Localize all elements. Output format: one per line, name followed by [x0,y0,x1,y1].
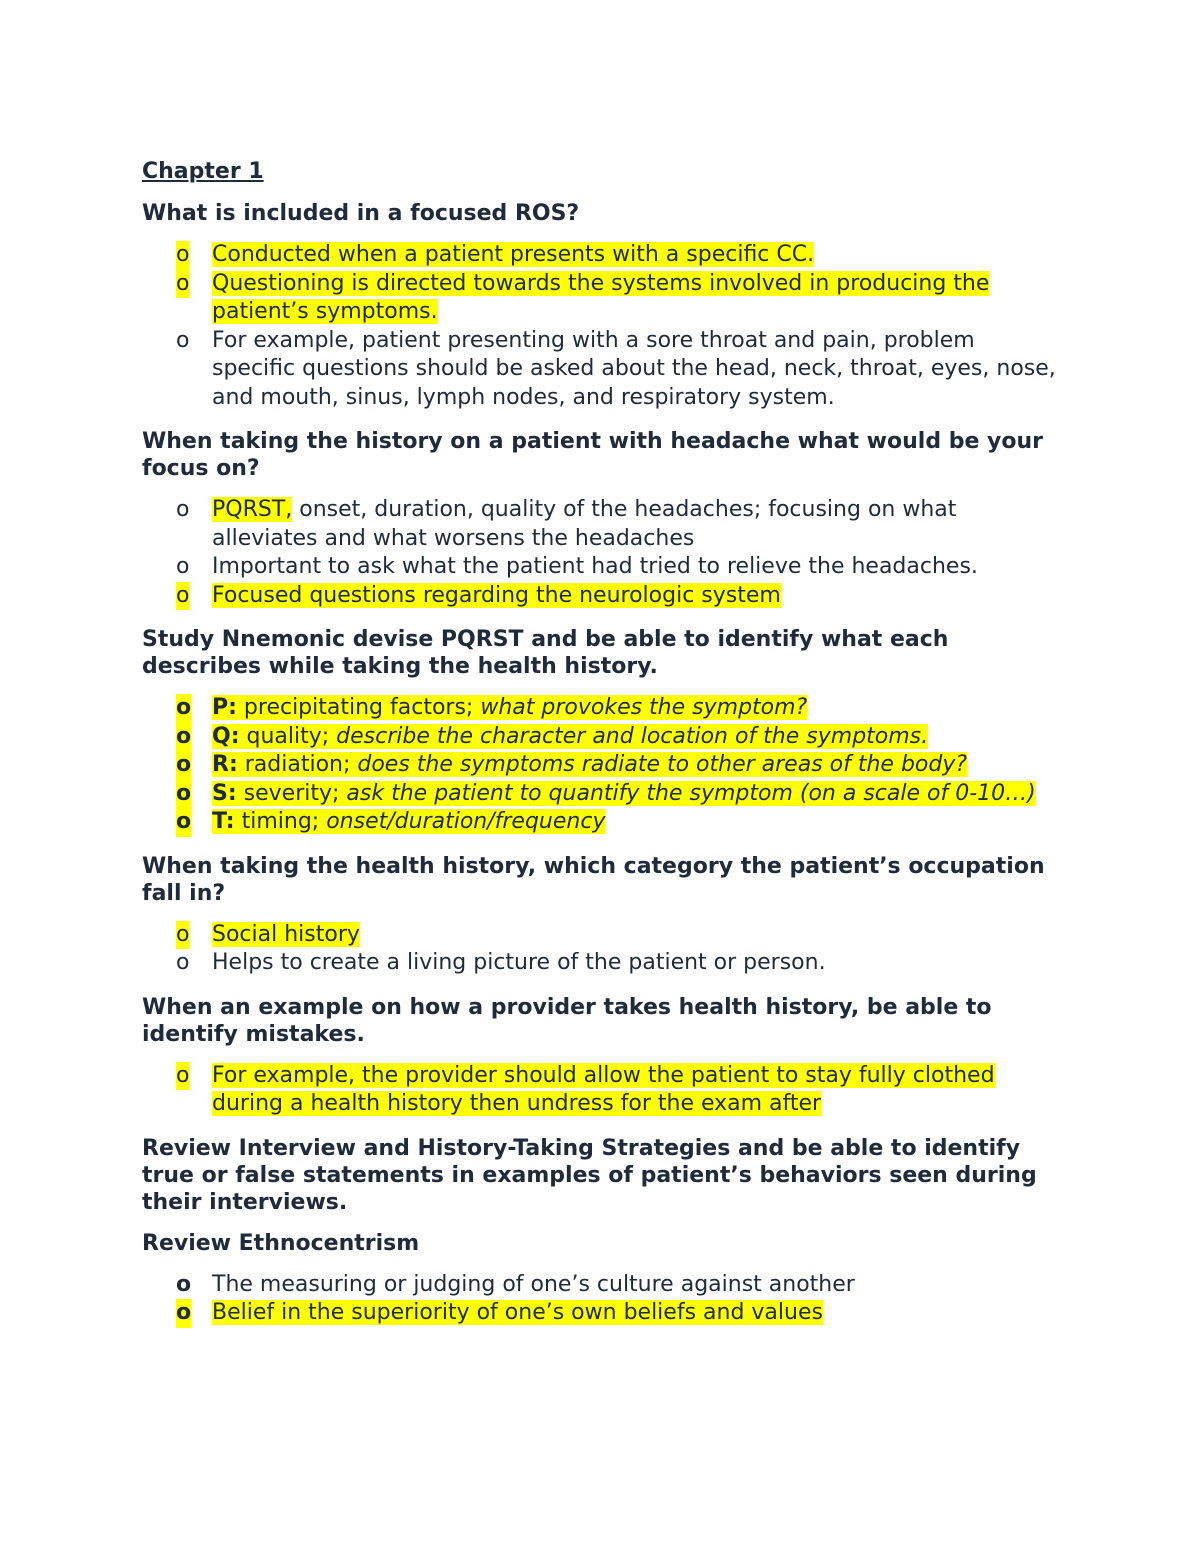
list-item: o Important to ask what the patient had tried to relieve the headaches. [142,553,1062,582]
question-pqrst-mnemonic: Study Nnemonic devise PQRST and be able to identify what each describes while taking the health history. [142,627,949,679]
bullet-icon: o [176,497,190,522]
list-item-q: o Q: quality; describe the character and location of the symptoms. [142,723,1062,752]
answer-list-ethnocentrism [142,1271,1062,1328]
chapter-title: Chapter 1 [142,159,264,184]
bullet-icon: o [176,327,190,353]
list-item: o Social history [142,921,1062,950]
bullet-icon: o [176,241,189,270]
bullet-icon: o [176,780,191,809]
list-item-t: o T: timing; onset/duration/frequency [142,808,1062,837]
list-item-s: o S: severity; ask the patient to quantify the symptom (on a scale of 0-10…) [142,780,1062,809]
list-item: o Questioning is directed towards the systems involved in producing the patient’s symptoms. [176,270,990,324]
bullet-icon: o [176,554,190,579]
list-item: o The measuring or judging of one’s culture against another [142,1271,1062,1300]
answer-list-focused-ros [142,241,1062,412]
question-headache-history: When taking the history on a patient with headache what would be your focus on? [142,429,1044,481]
bullet-icon: o [176,1271,192,1297]
answer-list-headache-history [142,496,1062,610]
list-item: o Focused questions regarding the neurologic system [142,582,1062,611]
question-interview-strategies: Review Interview and History-Taking Strategies and be able to identify true or false statements in examples of patient’s behaviors seen during their interviews. [142,1135,1037,1215]
answer-list-pqrst [142,694,1062,837]
list-item: o Belief in the superiority of one’s own beliefs and values [142,1299,1062,1328]
answer-list-occupation [142,921,1062,978]
list-item: o Helps to create a living picture of the patient or person. [142,949,1062,978]
bullet-icon: o [176,921,189,950]
document-content [142,156,1062,1344]
answer-list-provider-mistakes [142,1062,1062,1119]
bullet-icon: o [176,270,189,299]
bullet-icon: o [176,1299,191,1328]
bullet-icon: o [176,950,190,975]
question-provider-mistakes: When an example on how a provider takes health history, be able to identify mistakes. [142,994,992,1047]
bullet-icon: o [176,808,191,837]
list-item-r: o R: radiation; does the symptoms radiate to other areas of the body? [142,751,1062,780]
bullet-icon: o [176,723,191,752]
list-item: o Conducted when a patient presents with a specific CC. [142,241,1062,270]
bullet-icon: o [176,582,189,611]
question-occupation-category: When taking the health history, which category the patient’s occupation fall in? [142,853,1045,906]
question-focused-ros: What is included in a focused ROS? [142,201,580,226]
list-item: o For example, the provider should allow the patient to stay fully clothed during a health history then undress for the exam after [176,1062,995,1116]
bullet-icon: o [176,694,191,723]
list-item-p: o P: precipitating factors; what provokes the symptom? [142,694,1062,723]
bullet-icon: o [176,751,191,780]
list-item: o For example, patient presenting with a sore throat and pain, problem specific questions should be asked about the head, neck, throat, eyes, nose, and mouth, sinus, lymph nodes, and respiratory system. [176,327,1056,410]
list-item: o PQRST, onset, duration, quality of the headaches; focusing on what alleviates and what worsens the headaches [176,497,957,551]
question-ethnocentrism: Review Ethnocentrism [142,1230,420,1256]
bullet-icon: o [176,1062,189,1091]
